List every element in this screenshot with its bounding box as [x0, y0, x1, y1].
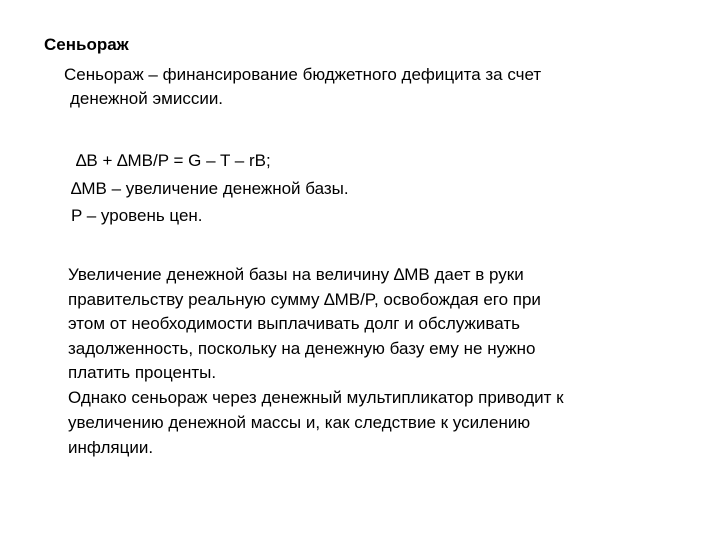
increase-line: платить проценты.: [68, 363, 217, 382]
increase-paragraph: [68, 263, 541, 386]
however-line: увеличению денежной массы и, как следствие к усилению: [68, 413, 531, 432]
definition-paragraph: [64, 63, 541, 111]
however-line: инфляции.: [68, 438, 154, 457]
definition-line: денежной эмиссии.: [70, 89, 224, 108]
seigniorage-formula: ∆B + ∆MB/P = G – T – rB;: [76, 151, 271, 170]
definition-line: Сеньораж – финансирование бюджетного дефицита за счет: [64, 65, 542, 84]
slide-title: Сеньораж: [44, 35, 129, 54]
increase-line: задолженность, поскольку на денежную базу ему не нужно: [68, 338, 536, 358]
price-level-definition: P – уровень цен.: [71, 206, 203, 225]
increase-line: Увеличение денежной базы на величину ∆MB дает в руки: [68, 265, 524, 284]
increase-line: правительству реальную сумму ∆MB/P, освобождая его при: [68, 289, 541, 309]
delta-mb-definition: ∆MB – увеличение денежной базы.: [71, 179, 349, 198]
however-line: Однако сеньораж через денежный мультипликатор приводит к: [68, 388, 564, 407]
increase-line: этом от необходимости выплачивать долг и обслуживать: [68, 314, 520, 333]
however-paragraph: [68, 386, 564, 461]
